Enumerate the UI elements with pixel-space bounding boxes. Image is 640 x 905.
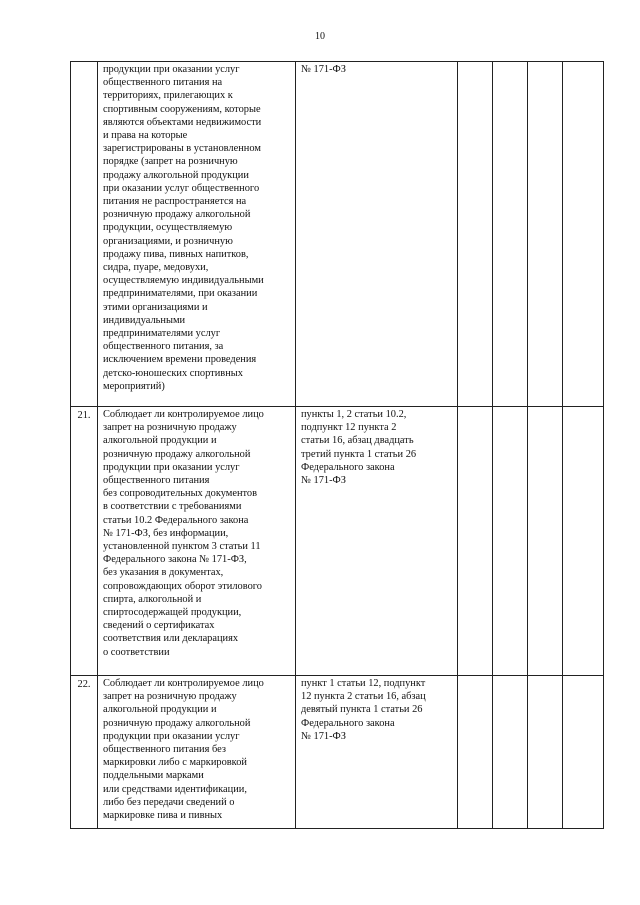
question-cell	[98, 62, 296, 407]
row-number: 21.	[77, 410, 91, 421]
legal-reference-cell	[296, 407, 458, 676]
row-number	[71, 62, 97, 64]
question-text: продукции при оказании услуг общественного питания на территориях, прилегающих к спортивным сооружениям, которые являются объектами недвижимости и права на которые зарегистрированы в установленном порядке (запрет на розничную продажу алкогольной продукции при оказании услуг общественного питания не распространяется на розничную продажу алкогольной продукции, осуществляемую организациями, и розничную продажу пива, пивных напитков, сидра, пуаре, медовухи, осуществляемую индивидуальными предпринимателями, при оказании этими организациями и индивидуальными предпринимателями услуг общественного питания, за исключением времени проведения детско-юношеских спортивных мероприятий)	[103, 64, 264, 392]
question-cell	[98, 676, 296, 829]
answer-cell	[528, 407, 563, 676]
question-text: Соблюдает ли контролируемое лицо запрет на розничную продажу алкогольной продукции и розничную продажу алкогольной продукции при оказании услуг общественного питания без сопроводительных документов в соответствии с требованиями статьи 10.2 Федерального закона № 171-ФЗ, без информации, установленной пунктом 3 статьи 11 Федерального закона № 171-ФЗ, без указания в документах, сопровождающих оборот этилового спирта, алкогольной и спиртосодержащей продукции, сведений о сертификатах соответствия или декларациях о соответствии	[103, 409, 264, 658]
answer-cell	[458, 407, 493, 676]
legal-reference-text: пункты 1, 2 статьи 10.2, подпункт 12 пункта 2 статьи 16, абзац двадцать третий пункта 1 статьи 26 Федерального закона № 171-ФЗ	[301, 409, 417, 487]
answer-cell	[528, 676, 563, 829]
legal-reference-cell	[296, 62, 458, 407]
table-row	[71, 407, 604, 676]
legal-reference-text: пункт 1 статьи 12, подпункт 12 пункта 2 статьи 16, абзац девятый пункта 1 статьи 26 Федерального закона № 171-ФЗ	[301, 678, 426, 742]
table-row	[71, 676, 604, 829]
row-number-cell	[71, 407, 98, 676]
row-number-cell	[71, 62, 98, 407]
row-number: 22.	[77, 679, 91, 690]
answer-cell	[528, 62, 563, 407]
legal-reference-text: № 171-ФЗ	[301, 64, 346, 75]
note-cell	[563, 407, 604, 676]
note-cell	[563, 676, 604, 829]
question-cell	[98, 407, 296, 676]
legal-reference-cell	[296, 676, 458, 829]
answer-cell	[458, 676, 493, 829]
question-text: Соблюдает ли контролируемое лицо запрет на розничную продажу алкогольной продукции и розничную продажу алкогольной продукции при оказании услуг общественного питания без маркировки либо с маркировкой поддельными марками или средствами идентификации, либо без передачи сведений о маркировке пива и пивных	[103, 678, 264, 822]
answer-cell	[493, 62, 528, 407]
note-cell	[563, 62, 604, 407]
answer-cell	[493, 676, 528, 829]
row-number-cell	[71, 676, 98, 829]
answer-cell	[458, 62, 493, 407]
answer-cell	[493, 407, 528, 676]
page-number: 10	[315, 31, 325, 42]
checklist-table	[70, 61, 604, 829]
table-row	[71, 62, 604, 407]
